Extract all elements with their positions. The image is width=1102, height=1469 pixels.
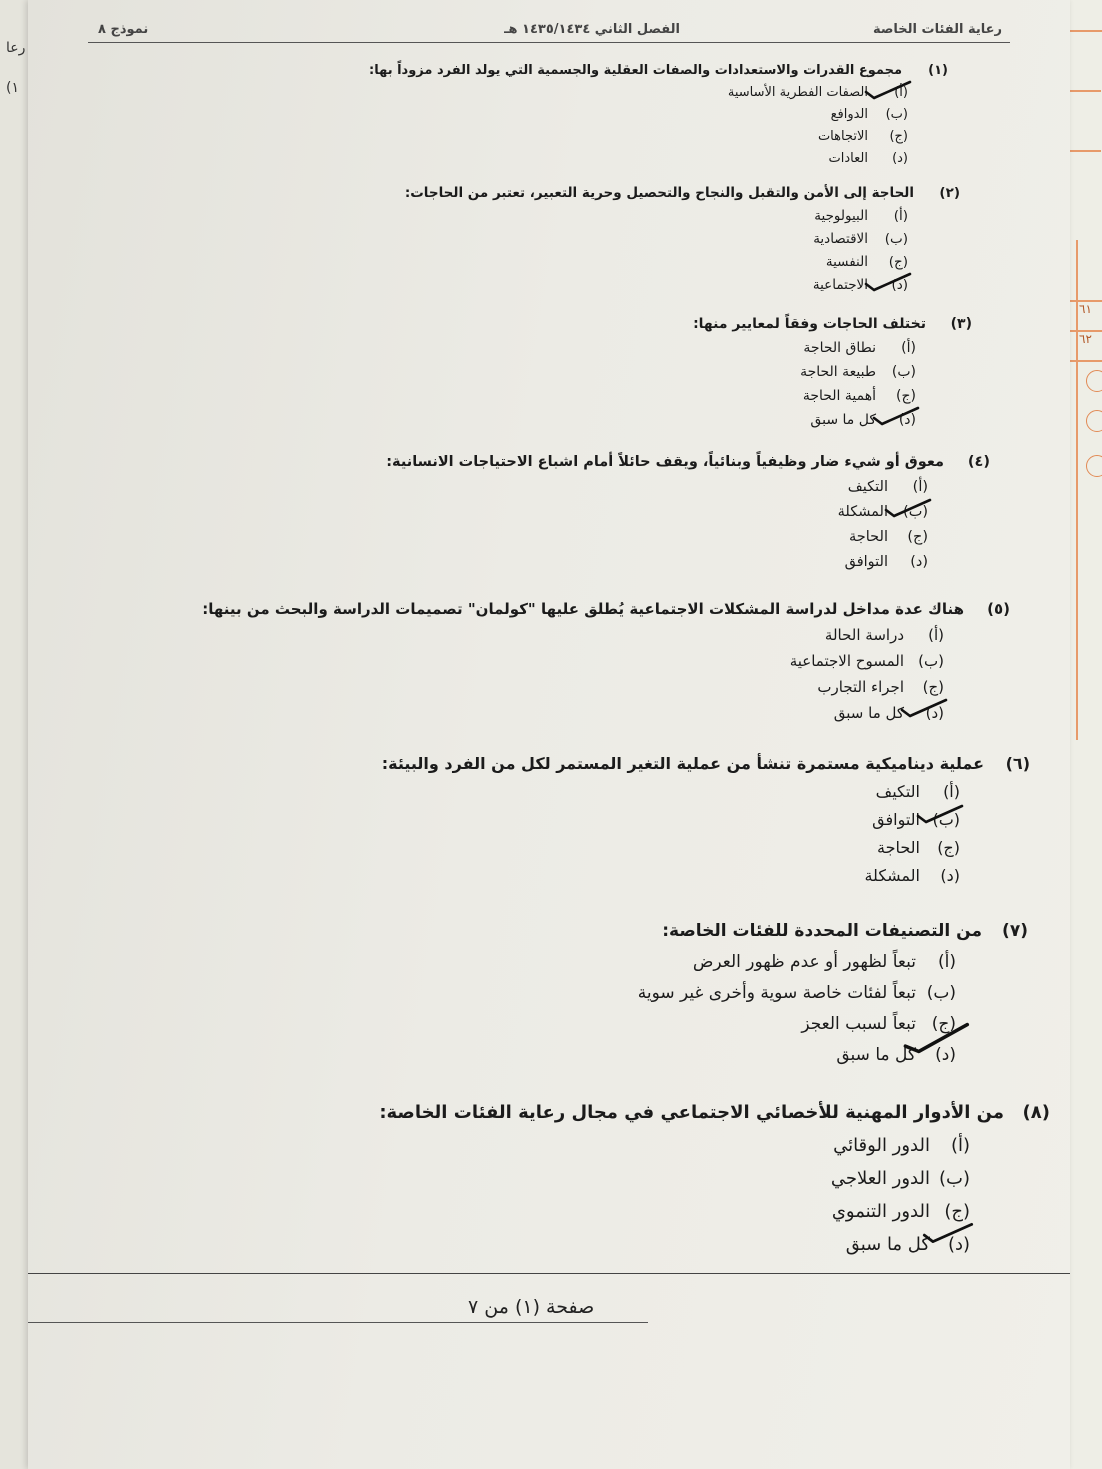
option-a[interactable] [382,778,960,806]
option-letter: (ج) [889,129,908,144]
option-c[interactable] [638,1009,956,1040]
option-b[interactable] [202,648,944,674]
option-d[interactable] [693,408,916,432]
option-letter: (أ) [894,85,908,100]
option-letter: (د) [947,1234,970,1255]
option-c[interactable] [369,126,908,148]
option-letter: (أ) [950,1135,970,1156]
option-d[interactable] [202,700,944,726]
question-5 [202,596,1010,726]
option-b[interactable] [369,104,908,126]
option-a[interactable] [693,336,916,360]
option-text: المشكلة [864,866,920,885]
exam-page [28,0,1070,1469]
option-b[interactable] [379,1162,970,1195]
option-text: العادات [828,151,868,166]
question-text: هناك عدة مداخل لدراسة المشكلات الاجتماعية يُطلق عليها "كولمان" تصميمات الدراسة والبحث من بينها: [202,600,964,618]
option-text: التكيف [875,782,920,801]
question-1 [369,60,948,170]
option-text: دراسة الحالة [824,626,904,644]
question-number: (٣) [950,316,972,332]
option-a[interactable] [405,205,908,228]
option-d[interactable] [382,862,960,890]
option-text: الصفات الفطرية الأساسية [727,85,868,100]
question-4 [386,450,990,575]
option-letter: (د) [892,151,908,166]
option-text: تبعاً لظهور أو عدم ظهور العرض [692,952,916,972]
option-letter: (ج) [907,529,928,545]
option-d[interactable] [379,1228,970,1261]
option-text: التوافق [844,554,888,570]
question-number: (٧) [1002,921,1028,941]
option-letter: (أ) [943,782,960,801]
option-letter: (د) [891,277,908,293]
option-letter: (ب) [884,231,908,247]
option-b[interactable] [693,360,916,384]
option-text: المشكلة [837,504,888,520]
option-text: الاقتصادية [813,231,868,247]
option-c[interactable] [405,251,908,274]
option-text: اجراء التجارب [817,678,904,696]
option-text: الاجتماعية [812,277,868,293]
option-c[interactable] [386,525,928,550]
option-letter: (أ) [893,208,908,224]
question-text: الحاجة إلى الأمن والتقبل والنجاح والتحصيل وحرية التعبير، تعتبر من الحاجات: [404,185,914,201]
option-text: التوافق [872,810,920,829]
option-letter: (ج) [888,254,908,270]
option-text: كل ما سبق [833,704,904,722]
left-margin-fragment: رعا [6,40,26,56]
question-7 [638,916,1028,1071]
question-2 [405,182,960,297]
option-b[interactable] [382,806,960,834]
option-text: الدوافع [830,107,868,122]
option-a[interactable] [202,622,944,648]
question-3 [693,312,972,432]
option-a[interactable] [638,947,956,978]
option-letter: (أ) [901,340,916,356]
option-text: طبيعة الحاجة [800,364,876,380]
course-title: رعاية الفئات الخاصة [872,22,1002,37]
page-header [88,20,1010,43]
option-text: أهمية الحاجة [802,388,876,404]
answer-sheet-number: ٦٢ [1079,332,1092,346]
footer-divider-lower [28,1322,648,1323]
answer-sheet-number: ٦١ [1079,302,1092,316]
question-text: معوق أو شيء ضار وظيفياً وبنائياً، ويقف حائلاً أمام اشباع الاحتياجات الانسانية: [386,454,944,470]
option-text: البيولوجية [814,208,868,224]
option-c[interactable] [382,834,960,862]
question-text: من التصنيفات المحددة للفئات الخاصة: [662,921,982,941]
option-text: التكيف [847,479,888,495]
question-text: مجموع القدرات والاستعدادات والصفات العقلية والجسمية التي يولد الفرد مزوداً بها: [369,63,902,78]
option-letter: (ج) [937,838,960,857]
question-number: (٢) [939,185,960,201]
question-6 [382,750,1030,890]
option-text: كل ما سبق [810,412,876,428]
option-letter: (د) [940,866,960,885]
option-d[interactable] [386,550,928,575]
option-text: نطاق الحاجة [803,340,876,356]
option-letter: (د) [925,704,944,722]
option-letter: (ج) [944,1201,970,1222]
option-a[interactable] [379,1129,970,1162]
question-text: عملية ديناميكية مستمرة تنشأ من عملية التغير المستمر لكل من الفرد والبيئة: [381,754,984,773]
footer-divider [28,1273,1070,1274]
option-a[interactable] [369,82,908,104]
option-b[interactable] [405,228,908,251]
option-text: المسوح الاجتماعية [789,652,904,670]
page-number: صفحة (١) من ٧ [468,1296,595,1318]
option-letter: (ب) [926,983,956,1003]
option-text: تبعاً لفئات خاصة سوية وأخرى غير سوية [637,983,916,1003]
option-b[interactable] [386,500,928,525]
option-letter: (ب) [891,364,916,380]
left-margin-fragment: (١ [6,80,19,96]
option-d[interactable] [369,148,908,170]
option-letter: (ب) [939,1168,970,1189]
question-number: (١) [928,63,948,78]
question-number: (٥) [987,600,1010,618]
option-letter: (ب) [885,107,908,122]
option-letter: (د) [898,412,916,428]
question-number: (٦) [1005,754,1030,773]
option-text: الدور العلاجي [830,1168,930,1189]
option-b[interactable] [638,978,956,1009]
option-text: الحاجة [877,838,920,857]
option-letter: (ج) [922,678,944,696]
option-c[interactable] [202,674,944,700]
option-letter: (أ) [912,479,928,495]
option-text: كل ما سبق [845,1234,930,1255]
question-number: (٤) [967,454,990,470]
option-text: الحاجة [849,529,888,545]
question-8 [379,1096,1050,1261]
option-d[interactable] [638,1040,956,1071]
question-text: تختلف الحاجات وفقاً لمعايير منها: [693,316,926,332]
option-letter: (أ) [928,626,944,644]
option-text: تبعاً لسبب العجز [801,1014,916,1034]
option-text: كل ما سبق [836,1045,916,1065]
option-a[interactable] [386,475,928,500]
option-d[interactable] [405,274,908,297]
option-text: الدور التنموي [831,1201,930,1222]
option-letter: (ب) [903,504,928,520]
option-text: الدور الوقائي [833,1135,930,1156]
option-text: الاتجاهات [817,129,868,144]
term-label: الفصل الثاني ١٤٣٥/١٤٣٤ هـ [504,22,680,37]
option-c[interactable] [693,384,916,408]
option-letter: (ب) [918,652,944,670]
option-letter: (أ) [938,952,956,972]
option-letter: (ج) [896,388,916,404]
option-c[interactable] [379,1195,970,1228]
question-number: (٨) [1022,1102,1050,1123]
model-label: نموذج ٨ [98,22,149,37]
option-text: النفسية [825,254,868,270]
option-letter: (ج) [931,1014,956,1034]
option-letter: (د) [910,554,928,570]
question-text: من الأدوار المهنية للأخصائي الاجتماعي في مجال رعاية الفئات الخاصة: [379,1102,1004,1123]
option-letter: (ب) [932,810,960,829]
option-letter: (د) [935,1045,956,1065]
